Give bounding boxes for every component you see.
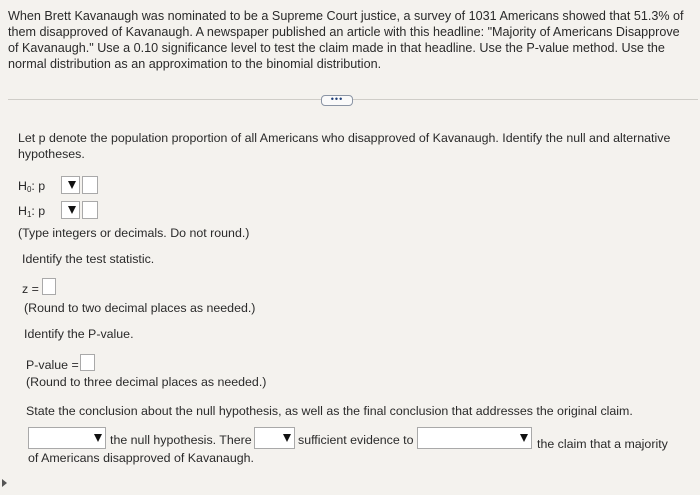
chevron-down-icon	[283, 434, 291, 442]
conclusion-text-1: the null hypothesis. There	[110, 433, 252, 447]
h1-value-input[interactable]	[82, 201, 98, 219]
h0-label: $H_0$: p	[18, 179, 46, 194]
problem-statement: When Brett Kavanaugh was nominated to be a Supreme Court justice, a survey of 1031 Americans showed that 51.3% of them disapproved of Kavanaugh. A newspaper published an article with this headline: "Majority of Americans Disapprove of Kavanaugh." Use a 0.10 significance level to test the claim made in that headline. Use the P-value method. Use the normal distribution as an approximation to the binomial distribution.	[8, 9, 684, 71]
identify-test-statistic: Identify the test statistic.	[22, 252, 155, 266]
question-instruction: Let p denote the population proportion of all Americans who disapproved of Kavanaugh. Identify the null and alternative hypotheses.	[18, 131, 671, 161]
evidence-dropdown[interactable]	[254, 427, 295, 449]
chevron-down-icon	[94, 434, 102, 442]
p-value-label: P-value =	[26, 358, 79, 372]
chevron-down-icon	[68, 181, 76, 189]
z-input[interactable]	[42, 278, 56, 295]
h0-value-input[interactable]	[82, 176, 98, 194]
h1-label: $H_1$: p	[18, 204, 46, 219]
claim-action-dropdown[interactable]	[417, 427, 532, 449]
conclusion-text-4: of Americans disapproved of Kavanaugh.	[28, 451, 254, 465]
expand-more-button[interactable]: •••	[321, 95, 353, 106]
conclusion-instruction: State the conclusion about the null hypothesis, as well as the final conclusion that addresses the original claim.	[26, 404, 633, 418]
conclusion-text-3: the claim that a majority	[537, 437, 668, 451]
h1-operator-dropdown[interactable]	[61, 201, 80, 219]
z-round-hint: (Round to two decimal places as needed.)	[24, 301, 256, 315]
conclusion-text-2: sufficient evidence to	[298, 433, 414, 447]
h0-operator-dropdown[interactable]	[61, 176, 80, 194]
z-label: z =	[22, 282, 39, 296]
chevron-down-icon	[68, 206, 76, 214]
page-edge-marker	[2, 479, 7, 487]
null-hypothesis-decision-dropdown[interactable]	[28, 427, 106, 449]
p-value-input[interactable]	[80, 354, 95, 371]
identify-p-value: Identify the P-value.	[24, 327, 134, 341]
chevron-down-icon	[520, 434, 528, 442]
section-divider	[8, 99, 698, 100]
type-hint: (Type integers or decimals. Do not round.)	[18, 226, 250, 240]
p-round-hint: (Round to three decimal places as needed.)	[26, 375, 267, 389]
